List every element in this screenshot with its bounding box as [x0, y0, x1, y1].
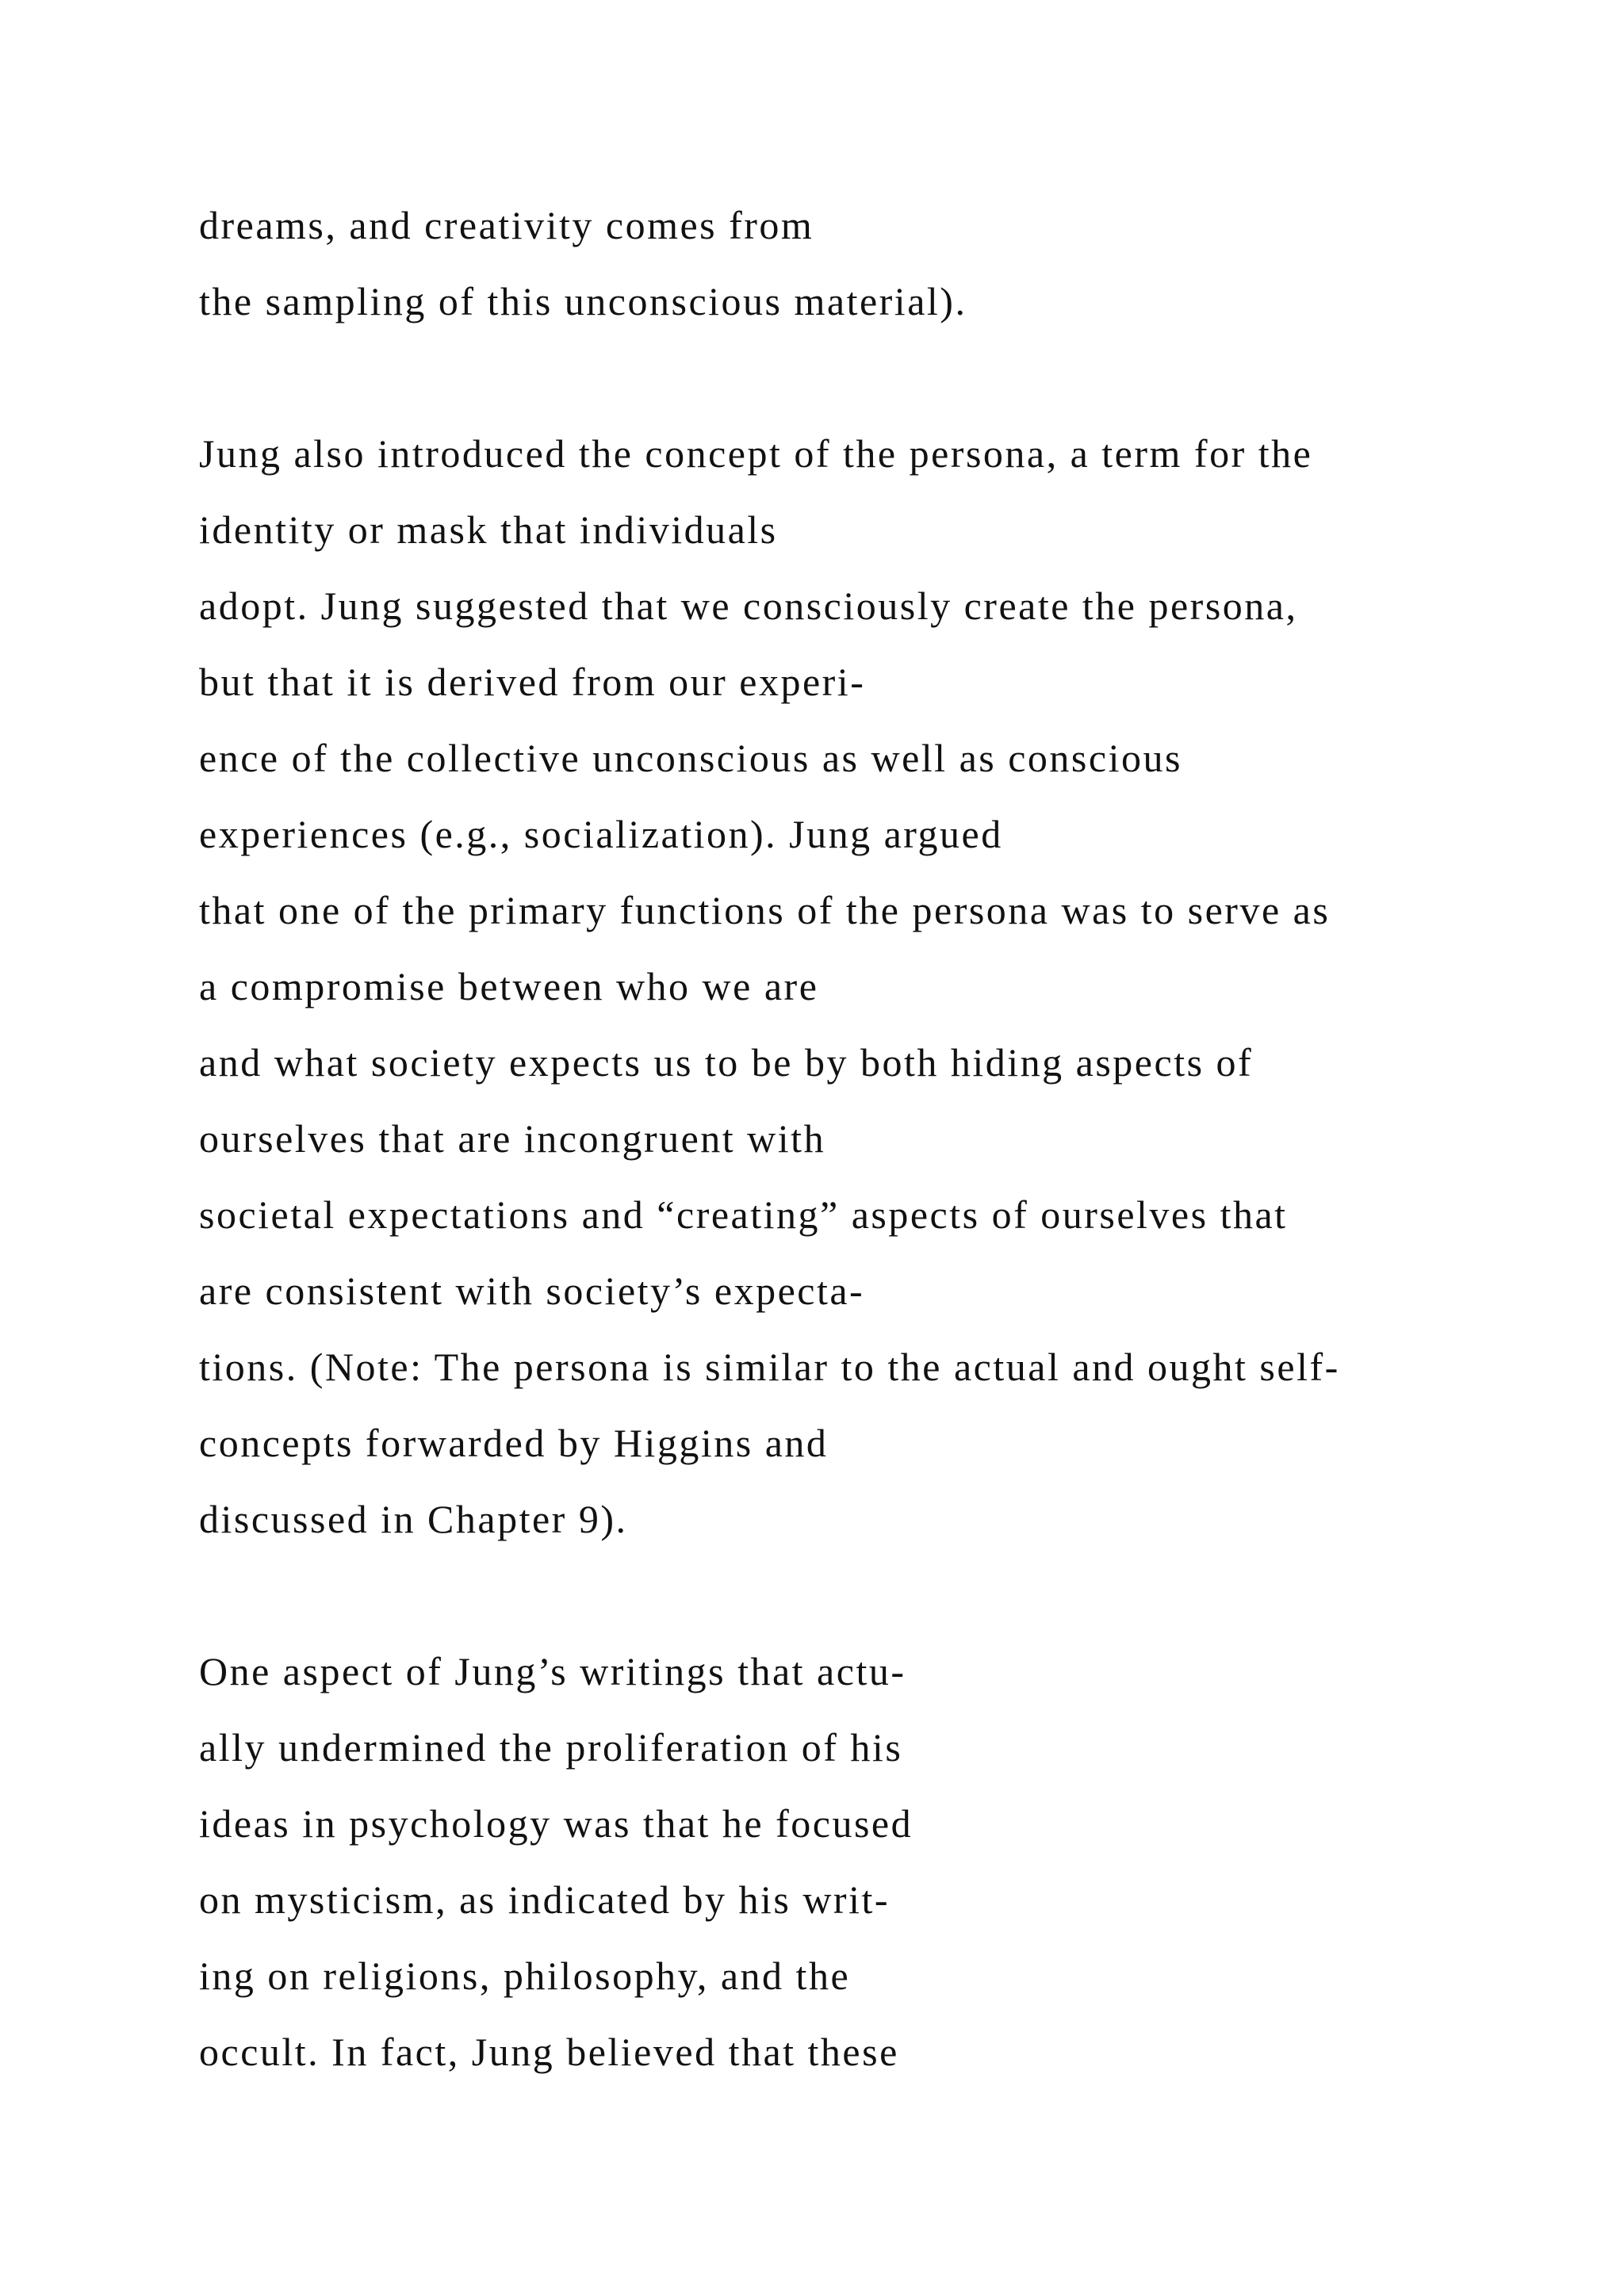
text-line: Jung also introduced the concept of the persona, a term for the [199, 431, 1313, 476]
text-line: societal expectations and “creating” aspects of ourselves that [199, 1192, 1288, 1237]
text-line: ally undermined the proliferation of his [199, 1725, 903, 1770]
paragraph-persona [199, 415, 1547, 1557]
text-line: and what society expects us to be by both hiding aspects of [199, 1040, 1254, 1085]
text-line: experiences (e.g., socialization). Jung argued [199, 812, 1003, 856]
document-body [199, 187, 1547, 2166]
text-line: ence of the collective unconscious as well as conscious [199, 736, 1182, 780]
text-line: on mysticism, as indicated by his writ- [199, 1877, 891, 1922]
paragraph-dreams-creativity [199, 187, 1547, 339]
text-line: discussed in Chapter 9). [199, 1497, 628, 1541]
text-line: occult. In fact, Jung believed that these [199, 2030, 899, 2074]
text-line: ideas in psychology was that he focused [199, 1801, 914, 1846]
text-line: identity or mask that individuals [199, 507, 778, 552]
text-line: One aspect of Jung’s writings that actu- [199, 1649, 906, 1693]
text-line: dreams, and creativity comes from [199, 203, 814, 247]
text-line: ourselves that are incongruent with [199, 1116, 826, 1161]
text-line: the sampling of this unconscious material). [199, 279, 967, 323]
text-line: a compromise between who we are [199, 964, 819, 1008]
text-line: tions. (Note: The persona is similar to the actual and ought self- [199, 1345, 1340, 1389]
text-line: adopt. Jung suggested that we consciously create the persona, [199, 584, 1298, 628]
text-line: that one of the primary functions of the persona was to serve as [199, 888, 1331, 932]
text-line: but that it is derived from our experi- [199, 660, 866, 704]
text-line: ing on religions, philosophy, and the [199, 1954, 851, 1998]
paragraph-jung-mysticism [199, 1633, 1547, 2090]
text-line: are consistent with society’s expecta- [199, 1269, 865, 1313]
text-line: concepts forwarded by Higgins and [199, 1421, 829, 1465]
